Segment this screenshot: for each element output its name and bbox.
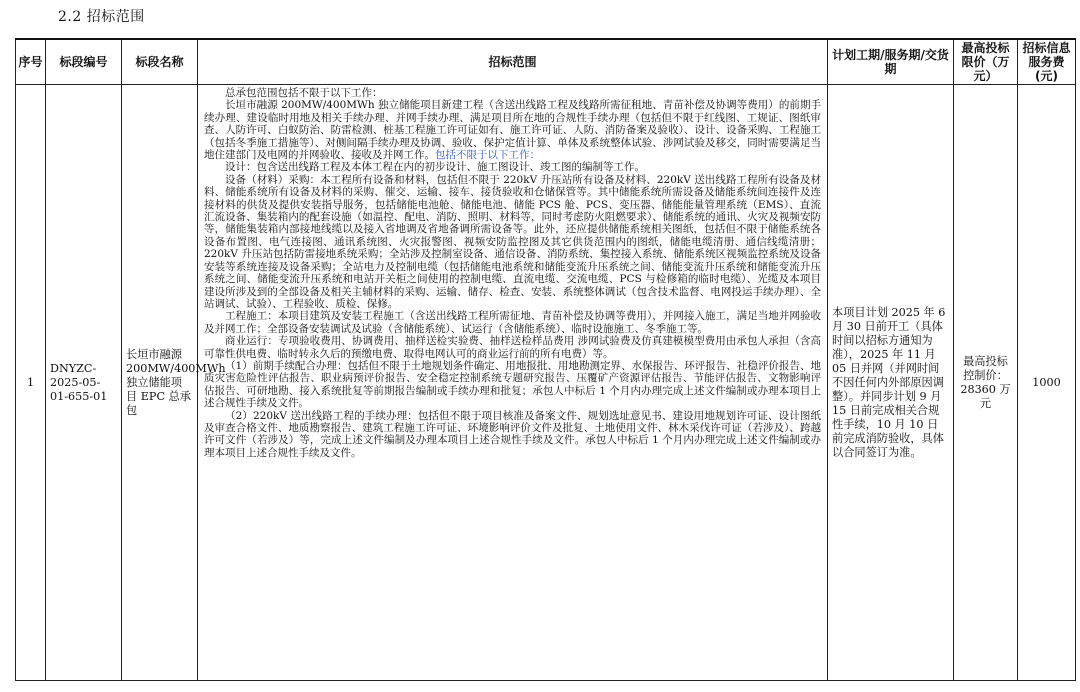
scope-design: 设计：包含送出线路工程及本体工程在内的初步设计、施工图设计、竣工图的编制等工作。: [225, 161, 645, 174]
cell-code: DNYZC-2025-05-01-655-01: [46, 85, 122, 681]
header-seq: 序号: [16, 39, 46, 85]
cell-fee: 1000: [1018, 85, 1076, 681]
scope-overview-text: 长垣市融源 200MW/400MWh 独立储能项目新建工程（含送出线路工程及线路所需征租地、青苗补偿及协调等费用）的前期手续办理、建设临时用地及相关手续办理、并网手续办理、满足项目所在地的合规性手续办理（包括但不限于红线图、工规证、图纸审查、人防许可、白蚁防治、防雷检测、桩基工程施工许可证如有、施工许可证、人防、消防备案及验收）、设计、设备采购、工程施工（包括冬季施工措施等）、对侧间隔手续办理及协调、验收、保护定值计算、单体及系统整体试验、涉网试验及移交，同时需要满足当地住建部门及电网的并网验收、接收及并网工作。: [204, 99, 821, 162]
header-code: 标段编号: [46, 39, 122, 85]
scope-overview: [204, 99, 821, 161]
cell-name: 长垣市融源200MW/400MWh 独立储能项目 EPC 总承包: [122, 85, 198, 681]
header-price: 最高投标限价（万元）: [954, 39, 1018, 85]
cell-seq: 1: [16, 85, 46, 681]
header-fee: 招标信息服务费(元): [1018, 39, 1076, 85]
scope-line-procedures: （2）220kV 送出线路工程的手续办理：包括但不限于项目核准及备案文件、规划选址意见书、建设用地规划许可证、设计图纸及审查合格文件、地质勘察报告、建筑工程施工许可证、环境影响评价文件及批复、土地使用文件、林木采伐许可证（若涉及）、跨越许可文件（若涉及）等，完成上述文件编制及办理本项目上述合规性手续及文件。承包人中标后 1 个月内办理完成上述文件编制或办理本项目上述合规性手续及文件。: [204, 409, 821, 459]
scope-commercial-operation: 商业运行：专项验收费用、协调费用、抽样送检实验费、抽样送检样品费用 涉网试验费及仿真建模模型费用由承包人承担（含高可靠性供电费、临时转永久后的预缴电费、取得电网认可的商业运行前的所有电费）等。: [204, 335, 821, 360]
scope-construction: 工程施工：本项目建筑及安装工程施工（含送出线路工程所需征地、青苗补偿及协调等费用），并网接入施工，满足当地并网验收及并网工作；全部设备安装调试及试验（含储能系统）、试运行（含储能系统）、临时设施施工、冬季施工等。: [204, 310, 821, 335]
cell-period: 本项目计划 2025 年 6 月 30 日前开工（具体时间以招标方通知为准），2025 年 11 月 05 日并网（并网时间不因任何内外部原因调整）。并同步计划 9 月 15 日前完成相关合规性手续，10 月 10 日前完成消防验收，具体以合同签订为准。: [828, 85, 954, 681]
scope-intro: 总承包范围包括不限于以下工作：: [225, 87, 383, 99]
scope-procurement: 设备（材料）采购：本工程所有设备和材料，包括但不限于 220kV 升压站所有设备及材料、220kV 送出线路工程所有设备及材料、储能系统所有设备及材料的采购、催交、运输、接车、接货验收和仓储保管等。其中储能系统所需设备及储能系统间连接件及连接材料的供货及提供安装指导服务，包括储能电池舱、储能电池、储能 PCS 舱、PCS、变压器、储能能量管理系统（EMS）、直流汇流设备、集装箱内的配套设施（如温控、配电、消防、照明、材料等，同时考虑防火阻燃要求）、储能系统的通讯、火灾及视频安防等，储能集装箱内部接地线缆以及接入省地调及省地备调所需设备等。此外，还应提供储能系统相关图纸，包括但不限于储能系统各设备布置图、电气连接图、通讯系统图、火灾报警图、视频安防监控图及其它供货范围内的图纸，储能电缆清册、通信线缆清册；220kV 升压站包括防雷接地系统采购；全站涉及控制室设备、通信设备、消防系统、集控接入系统、储能系统区视频监控系统及设备安装等系统连接及设备采购；全站电力及控制电缆（包括储能电池系统和储能变流升压系统之间、储能变流升压系统和储能变流升压系统之间、储能变流升压系统和电站开关柜之间使用的控制电缆、直流电缆、交流电缆、PCS 与检修箱的临时电缆）、光缆及本项目建设所涉及到的全部设备及相关主辅材料的采购、运输、储存、检查、安装、系统整体调试（包含技术监督、电网投运手续办理）、全站调试、试验）、工程验收、质检、保修。: [204, 173, 821, 310]
scope-preliminary-procedures: （1）前期手续配合办理：包括但不限于土地规划条件确定、用地报批、用地勘测定界、水保报告、环评报告、社稳评价报告、地质灾害危险性评估报告、职业病预评价报告、安全稳定控制系统专题研究报告、压覆矿产资源评估报告、节能评估报告、文物影响评估报告、可研地勘、接入系统批复等前期报告编制或手续办理和批复；承包人中标后 1 个月内办理完成上述文件编制或办理本项目上述合规性手续及文件。: [204, 359, 821, 410]
section-heading: 2.2 招标范围: [58, 9, 145, 25]
header-scope: 招标范围: [198, 39, 828, 85]
cell-scope: [198, 85, 828, 681]
cell-price: 最高投标控制价：28360 万元: [954, 85, 1018, 681]
bid-scope-table: [15, 38, 1076, 681]
header-name: 标段名称: [122, 39, 198, 85]
table-row: [16, 85, 1076, 681]
header-period: 计划工期/服务期/交货期: [828, 39, 954, 85]
scope-overview-highlight: 包括不限于以下工作：: [435, 149, 540, 162]
table-header-row: [16, 39, 1076, 85]
